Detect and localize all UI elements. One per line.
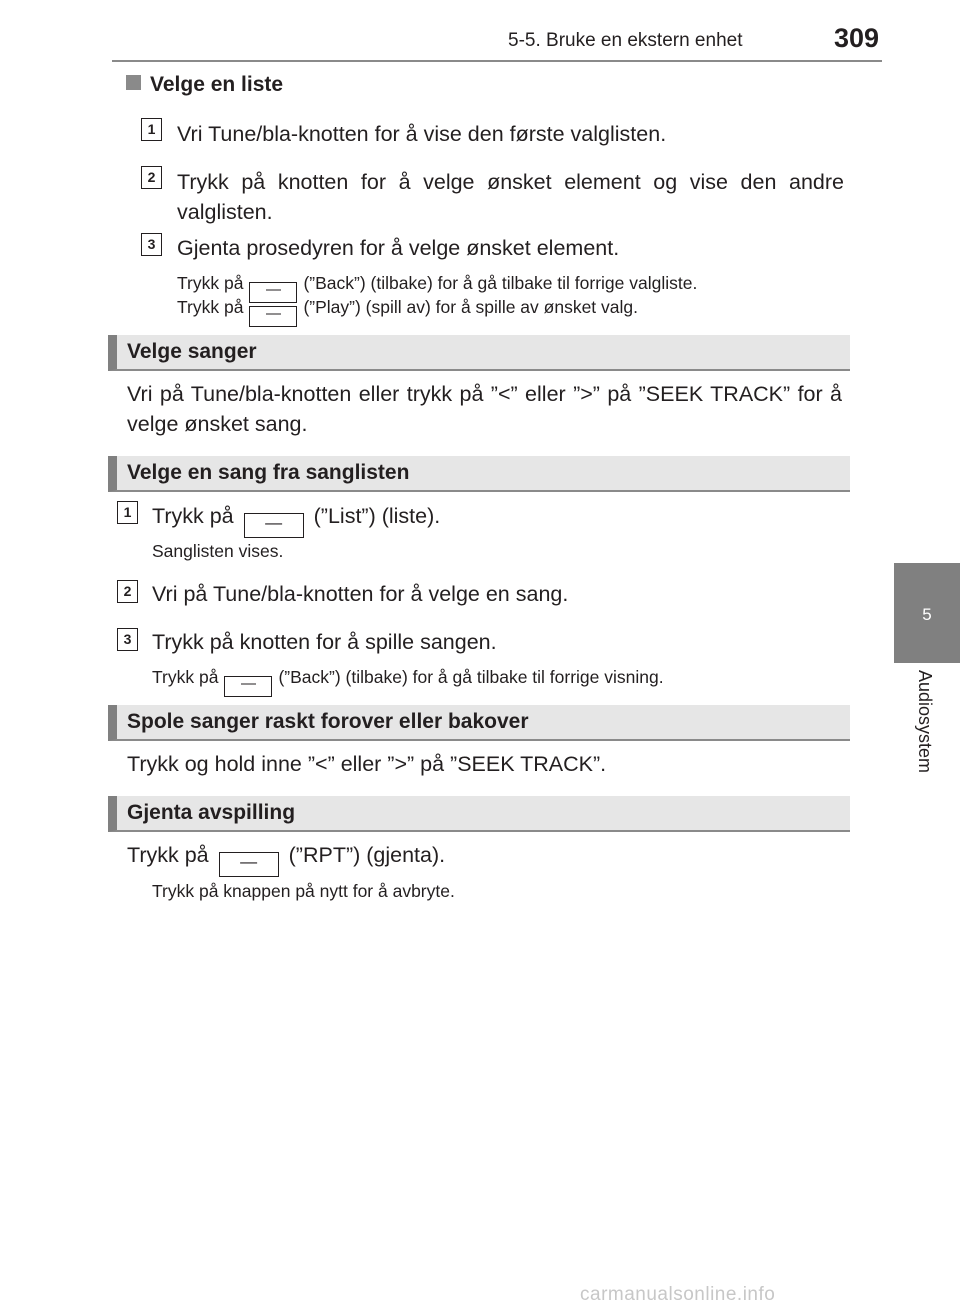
step-note: Sanglisten vises.	[152, 541, 284, 561]
step-text: Vri på Tune/bla-knotten for å velge en sang.	[152, 582, 569, 606]
section-bar-fast-forward: Spole sanger raskt forover eller bakover	[108, 705, 850, 741]
step-text: Trykk på knotten for å velge ønsket element og vise den andre valglisten.	[177, 170, 844, 224]
header-divider	[112, 60, 882, 62]
step-text	[152, 501, 440, 538]
repeat-suffix: (”RPT”) (gjenta).	[288, 843, 446, 867]
list-button-icon: —	[244, 513, 304, 538]
step-number-badge: 3	[141, 233, 162, 256]
note-prefix: Trykk på	[152, 667, 219, 687]
section-bar-select-from-list: Velge en sang fra sanglisten	[108, 456, 850, 492]
step-number-badge: 1	[117, 501, 138, 524]
section-bar-select-songs: Velge sanger	[108, 335, 850, 371]
back-button-icon: —	[249, 282, 297, 303]
repeat-prefix: Trykk på	[127, 843, 209, 867]
back-button-icon: —	[224, 676, 272, 697]
repeat-note: Trykk på knappen på nytt for å avbryte.	[152, 881, 455, 901]
play-button-icon: —	[249, 306, 297, 327]
note-prefix: Trykk på	[177, 297, 244, 317]
step-text: Vri Tune/bla-knotten for å vise den første valglisten.	[177, 122, 667, 146]
chapter-label: Audiosystem	[915, 670, 935, 774]
note-suffix: (”Back”) (tilbake) for å gå tilbake til forrige valgliste.	[303, 273, 698, 293]
subheading-select-list	[126, 73, 283, 97]
note-suffix: (”Back”) (tilbake) for å gå tilbake til forrige visning.	[278, 667, 664, 687]
section-bar-repeat: Gjenta avspilling	[108, 796, 850, 832]
chapter-number: 5	[922, 605, 932, 624]
note-prefix: Trykk på	[177, 273, 244, 293]
square-bullet-icon	[126, 75, 141, 90]
step-suffix: (”List”) (liste).	[313, 504, 441, 528]
note-suffix: (”Play”) (spill av) for å spille av ønsket valg.	[303, 297, 638, 317]
body-text: Vri på Tune/bla-knotten eller trykk på ”<” eller ”>” på ”SEEK TRACK” for å velge ønsket sang.	[127, 382, 842, 436]
step-prefix: Trykk på	[152, 504, 234, 528]
watermark: carmanualsonline.info	[580, 1284, 776, 1305]
body-text: Trykk og hold inne ”<” eller ”>” på ”SEEK TRACK”.	[127, 752, 607, 776]
repeat-text	[127, 840, 445, 877]
section-title: 5-5. Bruke en ekstern enhet	[508, 30, 743, 51]
step-number-badge: 1	[141, 118, 162, 141]
step-number-badge: 2	[117, 580, 138, 603]
step-text: Trykk på knotten for å spille sangen.	[152, 630, 497, 654]
page-number: 309	[834, 23, 880, 53]
step-number-badge: 2	[141, 166, 162, 189]
step-text: Gjenta prosedyren for å velge ønsket element.	[177, 236, 620, 260]
note-back-song	[152, 667, 664, 697]
note-play	[177, 297, 638, 327]
step-number-badge: 3	[117, 628, 138, 651]
rpt-button-icon: —	[219, 852, 279, 877]
subheading-text: Velge en liste	[150, 73, 284, 96]
